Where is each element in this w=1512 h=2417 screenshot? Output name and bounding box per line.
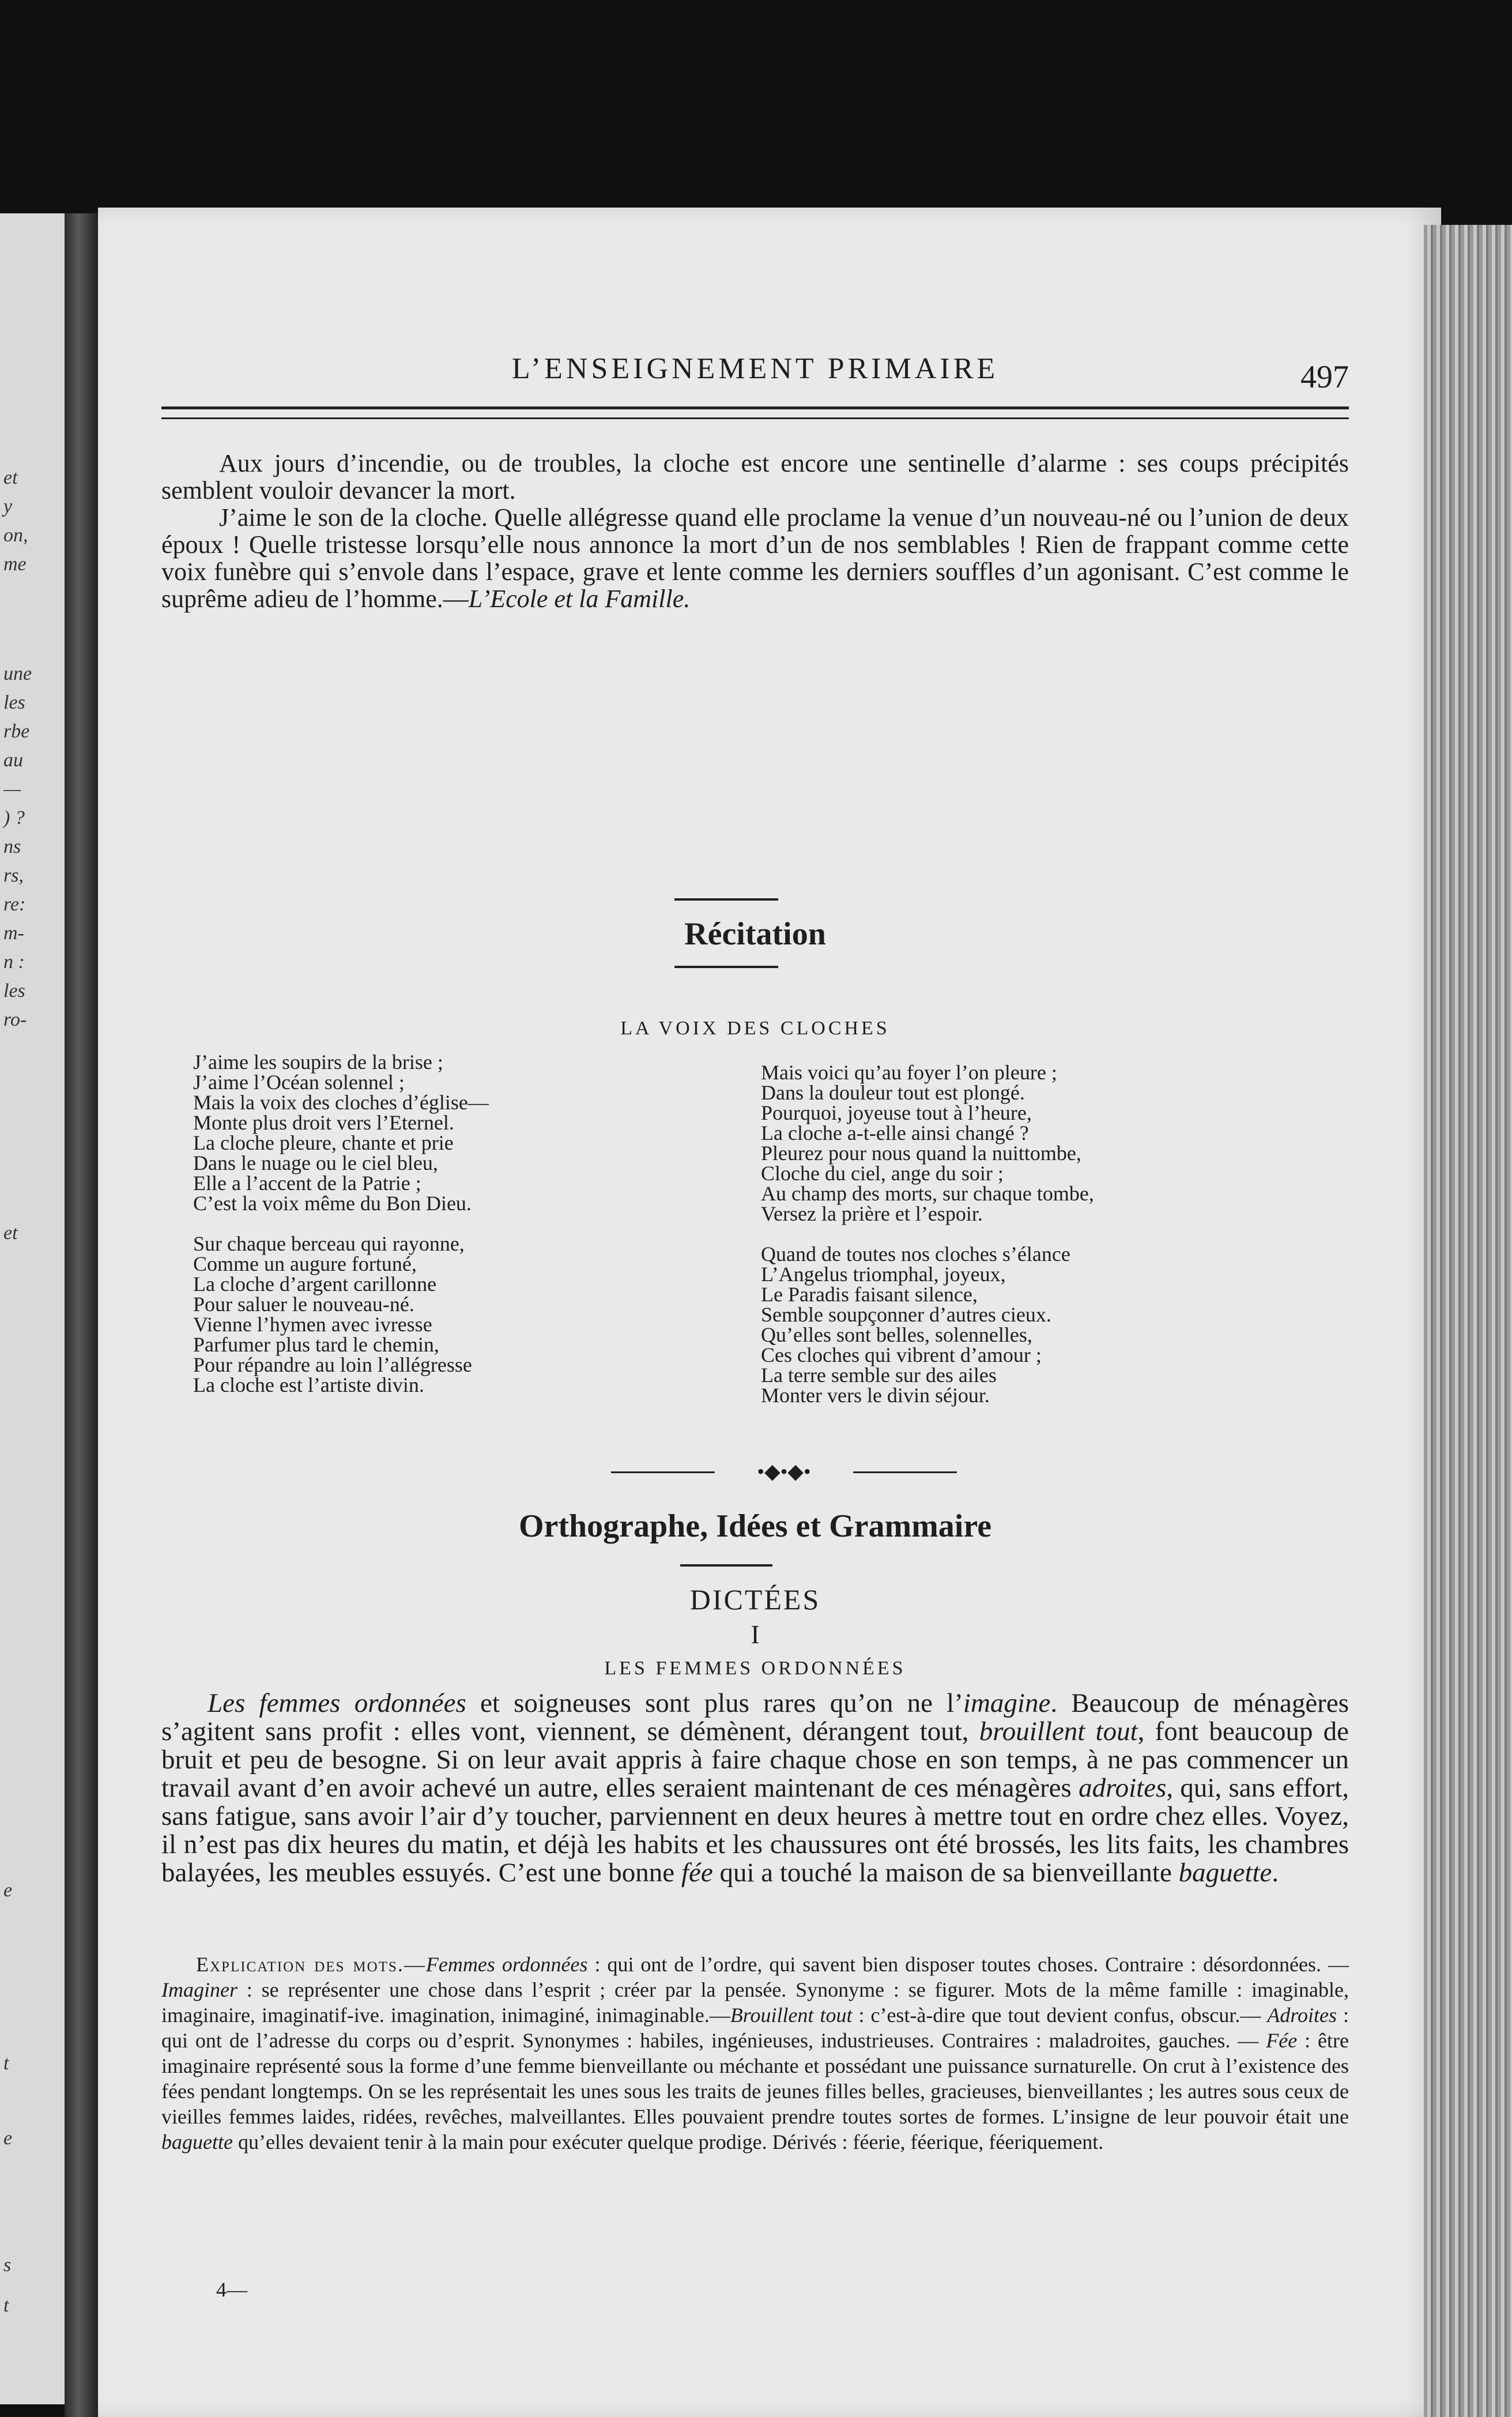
left-fragment: au <box>3 750 23 771</box>
poem-line: Mais voici qu’au foyer l’on pleure ; <box>761 1061 1057 1084</box>
poem-line: Quand de toutes nos cloches s’élance <box>761 1243 1070 1266</box>
left-fragment: — <box>3 778 21 800</box>
explanation-term: Imaginer <box>161 1978 237 2001</box>
intro-paragraph-text: J’aime le son de la cloche. Quelle allégresse quand elle proclame la venue d’un nouveau-né ou l’union de deux époux ! Quelle tristesse lorsqu’elle nous annonce la mort d’un de nos semblables ! Rien de frappant comme cette voix funèbre qui s’envole dans l’espace, grave et lente comme les derniers souffles d’un agonisant. C’est comme le suprême adieu de l’homme.— <box>161 503 1349 613</box>
left-fragment: on, <box>3 525 28 546</box>
poem-line: Pour saluer le nouveau-né. <box>193 1293 414 1316</box>
dictee-span: et soigneuses sont plus rares qu’on ne l’ <box>466 1688 963 1718</box>
left-fragment: me <box>3 554 27 575</box>
poem-stanza <box>761 1063 1094 1224</box>
poem-line: Elle a l’accent de la Patrie ; <box>193 1172 421 1195</box>
poem-line: Semble soupçonner d’autres cieux. <box>761 1303 1051 1326</box>
section-divider <box>680 1564 772 1567</box>
poem-line: Monter vers le divin séjour. <box>761 1384 990 1407</box>
left-fragment: m- <box>3 923 24 944</box>
dictee-span: . Beaucoup de ménagères s’agitent sans profit : elles vont, viennent, se démènent, dérangent tout, <box>161 1688 1349 1746</box>
poem-line: Pleurez pour nous quand la nuittombe, <box>761 1142 1081 1165</box>
poem-line: Ces cloches qui vibrent d’amour ; <box>761 1343 1042 1366</box>
left-fragment: ro- <box>3 1009 27 1030</box>
book-page <box>98 208 1441 2417</box>
page-number: 497 <box>1300 359 1349 395</box>
word-explanations <box>161 1952 1349 2155</box>
dictee-italic: fée <box>681 1858 713 1888</box>
dictees-title: DICTÉES <box>689 1583 821 1616</box>
explanation-term: Adroites <box>1267 2004 1337 2027</box>
poem-line: Vienne l’hymen avec ivresse <box>193 1313 432 1336</box>
poem-line: La terre semble sur des ailes <box>761 1364 997 1387</box>
poem-line: Le Paradis faisant silence, <box>761 1283 978 1306</box>
dictee-italic: Les femmes ordonnées <box>208 1688 466 1718</box>
left-fragment: re: <box>3 894 26 915</box>
left-fragment: e <box>3 1880 13 1901</box>
poem-line: J’aime les soupirs de la brise ; <box>193 1051 443 1074</box>
intro-paragraph: Aux jours d’incendie, ou de troubles, la cloche est encore une sentinelle d’alarme : ses coups précipités semblent vouloir devancer la mort. <box>161 449 1349 505</box>
left-fragment: ns <box>3 836 21 857</box>
signature-mark: 4— <box>216 2278 247 2301</box>
poem-line: La cloche pleure, chante et prie <box>193 1131 454 1154</box>
section-divider <box>674 898 778 901</box>
intro-paragraph <box>161 504 1349 612</box>
explanation-span: qu’elles devaient tenir à la main pour exécuter quelque prodige. Dérivés : féerie, féerique, féeriquement. <box>232 2130 1104 2154</box>
dictee-number: I <box>751 1620 760 1649</box>
explanation-term: Brouillent tout <box>730 2004 853 2027</box>
explanation-span: : être imaginaire représenté sous la forme d’une femme bienveillante ou méchante et possédant une puissance surnaturelle. On crut à l’existence des fées pendant longtemps. On se les représentait les unes sous les traits de jeunes filles belles, gracieuses, bienveillantes ; les autres sous ceux de vieilles femmes laides, ridées, revêches, malveillantes. Elles pouvaient prendre toutes sortes de formes. L’insigne de leur pouvoir était une <box>161 2029 1349 2128</box>
running-title: L’ENSEIGNEMENT PRIMAIRE <box>511 352 999 385</box>
page-header <box>161 352 1349 404</box>
section-divider <box>674 966 778 968</box>
explanation-span: : qui ont de l’ordre, qui savent bien disposer toutes choses. Contraire : désordonnées. — <box>587 1953 1349 1976</box>
recitation-title: Récitation <box>684 916 826 952</box>
poem-left-column <box>193 1052 489 1415</box>
poem-line: Dans la douleur tout est plongé. <box>761 1081 1025 1104</box>
explanation-span: : qui ont de l’adresse du corps ou d’esprit. Synonymes : habiles, ingénieuses, industrieuses. Contraires : maladroites, gauches. — <box>161 2004 1349 2052</box>
poem-line: Monte plus droit vers l’Eternel. <box>193 1111 454 1134</box>
dictee-span: . <box>1272 1858 1279 1888</box>
explanation-label: Explication des mots.— <box>196 1953 426 1976</box>
dictee-italic: imagine <box>963 1688 1051 1718</box>
left-fragment: t <box>3 2295 9 2316</box>
poem-line: La cloche est l’artiste divin. <box>193 1373 424 1396</box>
explanation-span: : c’est-à-dire que tout devient confus, obscur.— <box>852 2004 1268 2027</box>
poem-line: Pour répandre au loin l’allégresse <box>193 1353 472 1376</box>
poem-line: Au champ des morts, sur chaque tombe, <box>761 1182 1094 1205</box>
poem-line: Parfumer plus tard le chemin, <box>193 1333 439 1356</box>
poem-line: Comme un augure fortuné, <box>193 1252 417 1275</box>
left-fragment: ) ? <box>3 807 25 829</box>
left-fragment: e <box>3 2128 13 2149</box>
orthographe-title: Orthographe, Idées et Grammaire <box>518 1508 992 1544</box>
left-fragment: rs, <box>3 865 24 886</box>
page-stack-edge <box>1424 225 1512 2417</box>
poem-line: Sur chaque berceau qui rayonne, <box>193 1232 465 1255</box>
poem-right-column <box>761 1063 1094 1426</box>
dictee-text <box>161 1689 1349 1887</box>
poem-line: J’aime l’Océan solennel ; <box>193 1071 405 1094</box>
dictee-span: , font beaucoup de bruit et peu de besogne. Si on leur avait appris à faire chaque chose en son temps, à ne pas commencer un travail avant d’en avoir achevé un autre, elles seraient maintenant de ces ménagères <box>161 1716 1349 1803</box>
poem-line: Cloche du ciel, ange du soir ; <box>761 1162 1004 1185</box>
left-fragment: une <box>3 663 32 684</box>
poem-line: La cloche a-t-elle ainsi changé ? <box>761 1121 1029 1145</box>
dictee-italic: baguette <box>1178 1858 1272 1888</box>
poem-stanza <box>761 1244 1094 1406</box>
fleuron-ornament: •◆•◆• <box>611 1466 957 1477</box>
poem-stanza <box>193 1234 489 1395</box>
explanation-term: baguette <box>161 2130 233 2154</box>
poem-line: Mais la voix des cloches d’église— <box>193 1091 489 1114</box>
left-fragment: rbe <box>3 721 30 742</box>
intro-source: L’Ecole et la Famille. <box>468 585 691 613</box>
left-fragment: n : <box>3 951 25 973</box>
explanation-span: : se représenter une chose dans l’esprit ; créer par la pensée. Synonyme : se figurer. Mots de la même famille : imaginable, imaginaire, imaginatif-ive. imagination, inimaginé, inimaginable.— <box>161 1978 1349 2027</box>
left-fragment: et <box>3 1222 18 1244</box>
left-fragment: s <box>3 2254 12 2276</box>
explanation-paragraph <box>161 1952 1349 2155</box>
intro-text <box>161 450 1349 612</box>
book-gutter <box>65 213 98 2417</box>
poem-line: Versez la prière et l’espoir. <box>761 1202 983 1225</box>
left-fragment: et <box>3 467 18 488</box>
poem-line: C’est la voix même du Bon Dieu. <box>193 1192 472 1215</box>
dictee-italic: brouillent tout <box>979 1716 1138 1746</box>
explanation-term: Femmes ordonnées <box>425 1953 588 1976</box>
left-fragment: les <box>3 980 25 1002</box>
left-fragment: t <box>3 2053 9 2074</box>
header-rule <box>161 406 1349 419</box>
poem-line: Dans le nuage ou le ciel bleu, <box>193 1151 438 1174</box>
left-fragment: les <box>3 692 25 713</box>
dictee-italic: adroites <box>1079 1773 1167 1803</box>
dictee-span: , qui, sans effort, sans fatigue, sans avoir l’air d’y toucher, parviennent en deux heures à mettre tout en ordre chez elles. Voyez, il n’est pas dix heures du matin, et déjà les habits et les chaussures ont été brossés, les lits faits, les chambres balayées, les meubles essuyés. C’est une bonne <box>161 1773 1349 1888</box>
poem-title: LA VOIX DES CLOCHES <box>620 1018 890 1039</box>
poem-line: Qu’elles sont belles, solennelles, <box>761 1323 1032 1346</box>
dictee-span: qui a touché la maison de sa bienveillante <box>712 1858 1179 1888</box>
left-fragment: y <box>3 496 13 517</box>
dictee-paragraph <box>161 1689 1349 1887</box>
dictee-subtitle: LES FEMMES ORDONNÉES <box>604 1658 906 1679</box>
poem-stanza <box>193 1052 489 1214</box>
left-page-edge <box>0 213 65 2404</box>
poem-line: L’Angelus triomphal, joyeux, <box>761 1263 1006 1286</box>
poem-line: Pourquoi, joyeuse tout à l’heure, <box>761 1101 1032 1124</box>
poem-line: La cloche d’argent carillonne <box>193 1272 437 1296</box>
explanation-term: Fée <box>1266 2029 1298 2052</box>
